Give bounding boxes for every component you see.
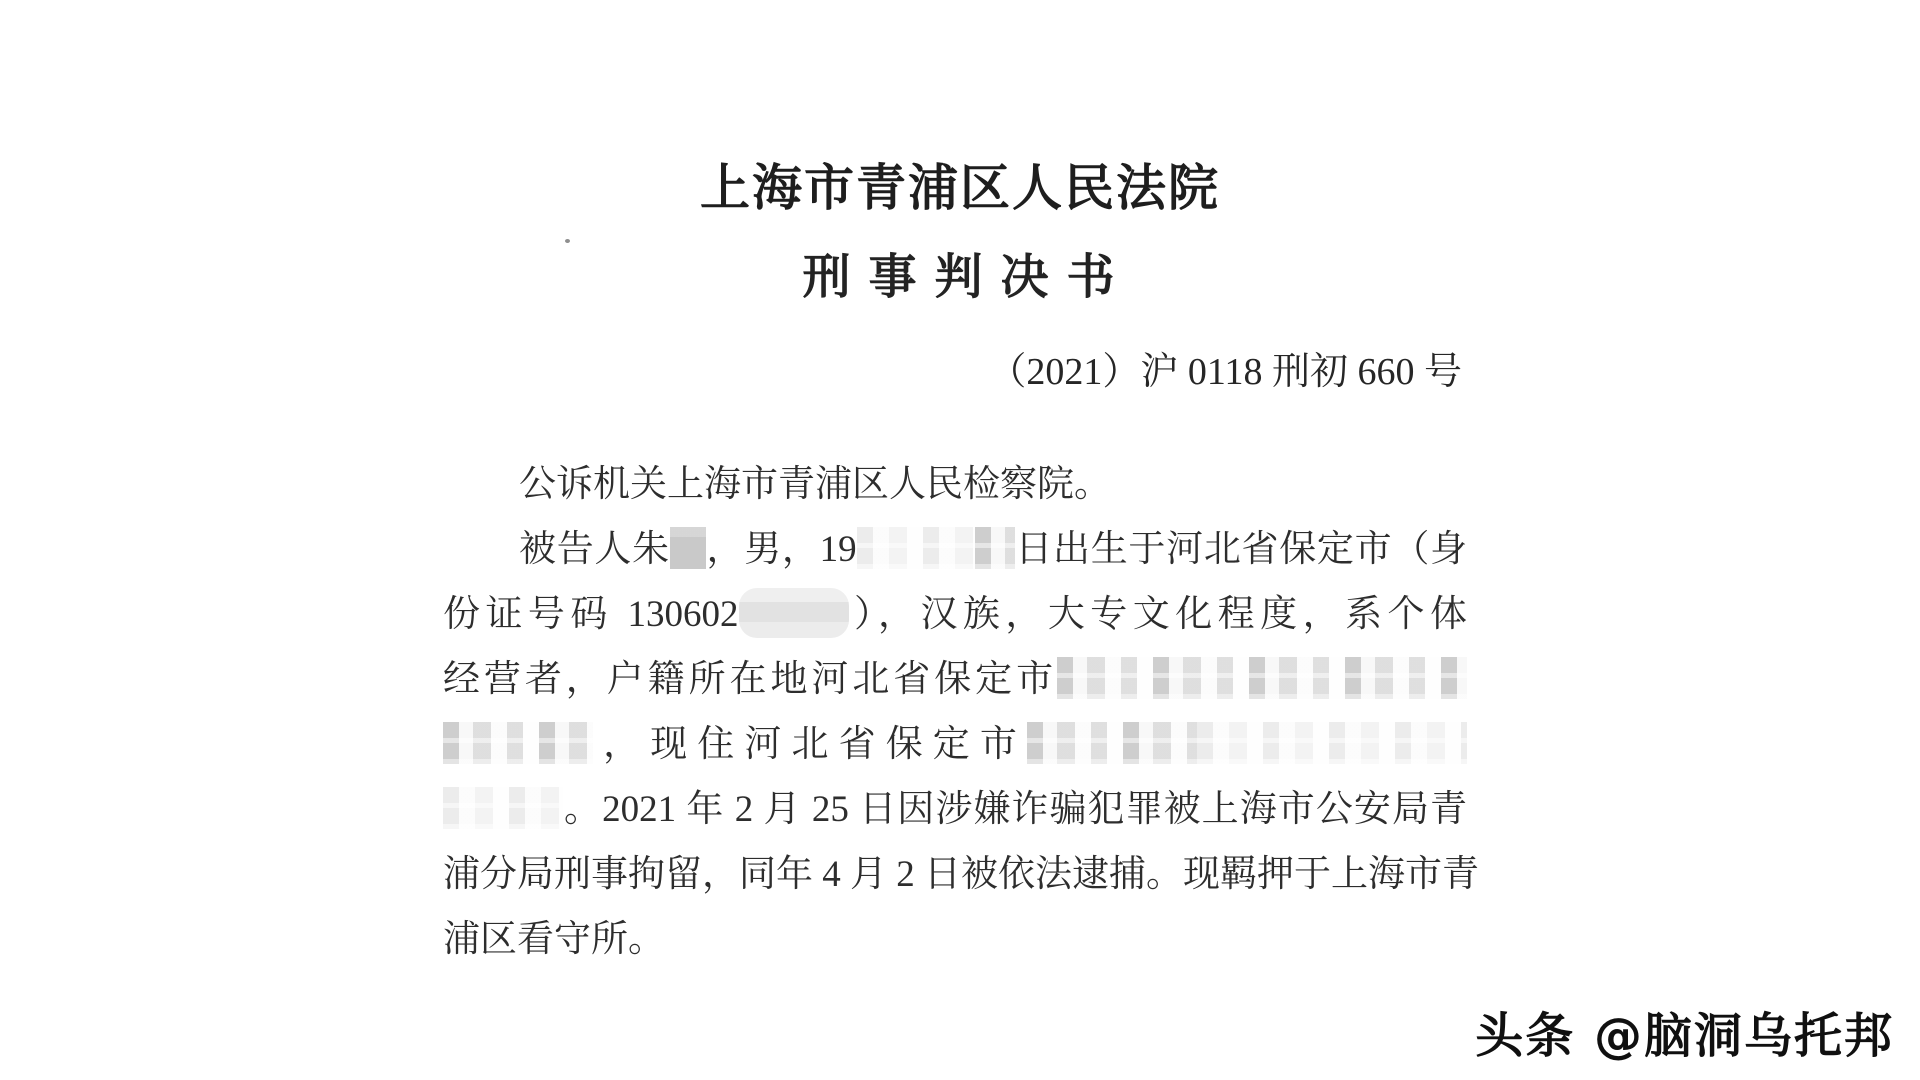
text-run: ），汉族，大专文化程度，系个体: [848, 594, 1467, 635]
document-line: [443, 907, 1467, 972]
court-name-heading: 上海市青浦区人民法院: [700, 160, 1220, 216]
document-line: [443, 842, 1479, 907]
text-run: 经营者，户籍所在地河北省保定市: [443, 659, 1057, 700]
document-line: [443, 712, 1467, 777]
redaction-block: [1057, 657, 1467, 699]
redaction-block: [1027, 722, 1197, 764]
text-run: 浦分局刑事拘留，同年 4 月 2 日被依法逮捕。现羁押于上海市青: [443, 854, 1479, 895]
case-number: （2021）沪 0118 刑初 660 号: [988, 351, 1462, 393]
document-type-heading: 刑 事 判 决 书: [802, 251, 1118, 304]
text-run: ，现住河北省保定市: [593, 724, 1027, 765]
redaction-block: [857, 527, 975, 569]
watermark-text: 头条 @脑洞乌托邦: [1475, 1008, 1894, 1064]
document-line: [443, 647, 1467, 712]
document-line: [443, 452, 1467, 517]
text-run: 份证号码 130602: [443, 594, 739, 635]
text-run: 被告人朱: [519, 529, 670, 570]
document-line: [443, 582, 1467, 647]
document-line: [443, 777, 1467, 842]
text-run: 日出生于河北省保定市（身: [1014, 529, 1468, 570]
document-body: [443, 452, 1479, 972]
text-run: ，男，19: [705, 529, 857, 570]
redaction-block: [739, 588, 849, 638]
text-run: 。2021 年 2 月 25 日因涉嫌诈骗犯罪被上海市公安局青: [563, 789, 1467, 830]
text-run: 浦区看守所。: [443, 919, 665, 960]
redaction-block: [975, 527, 1015, 569]
redaction-block: [670, 527, 706, 569]
redaction-block: [1197, 722, 1467, 764]
redaction-block: [443, 787, 563, 829]
redaction-block: [443, 722, 593, 764]
text-run: 公诉机关上海市青浦区人民检察院。: [519, 464, 1111, 505]
document-line: [443, 517, 1467, 582]
